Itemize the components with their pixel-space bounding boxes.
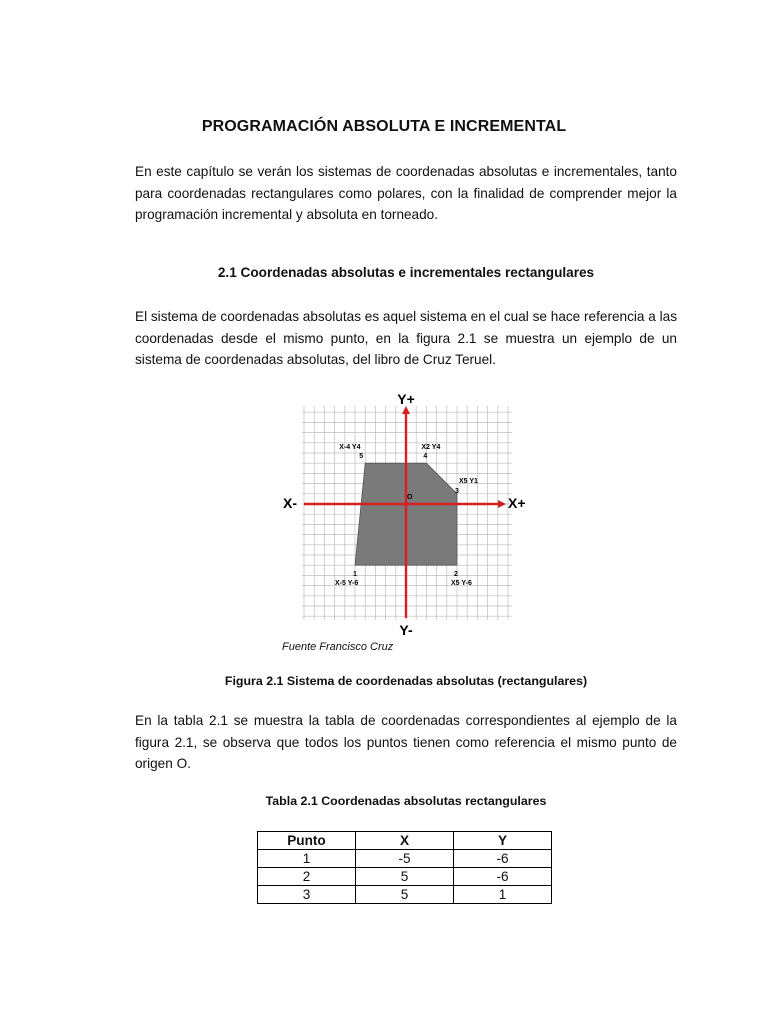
- cell-punto: 2: [258, 868, 356, 886]
- cell-x: 5: [356, 868, 454, 886]
- cell-x: -5: [356, 850, 454, 868]
- table-header-row: [258, 832, 552, 850]
- cell-punto: 1: [258, 850, 356, 868]
- header-x: X: [356, 832, 454, 850]
- point-label: X-5 Y-6: [335, 580, 359, 588]
- cell-punto: 3: [258, 886, 356, 904]
- cell-x: 5: [356, 886, 454, 904]
- x-neg-label: X-: [283, 495, 297, 511]
- section-paragraph: El sistema de coordenadas absolutas es aquel sistema en el cual se hace referencia a las coordenadas desde el mismo punto, en la figura 2.1 se muestra un ejemplo de un sistema de coordenadas absolutas, del libro de Cruz Teruel.: [135, 309, 677, 367]
- point-label: X2 Y4: [421, 444, 441, 452]
- table-paragraph: En la tabla 2.1 se muestra la tabla de coordenadas correspondientes al ejemplo de la figura 2.1, se observa que todos los puntos tienen como referencia el mismo punto de origen O.: [135, 713, 677, 771]
- y-neg-label: Y-: [399, 622, 413, 638]
- coordinate-plot: [278, 386, 534, 640]
- point-number: 4: [423, 453, 428, 461]
- header-y: Y: [454, 832, 552, 850]
- x-axis-arrow: [498, 500, 506, 508]
- intro-paragraph: En este capítulo se verán los sistemas de coordenadas absolutas e incrementales, tanto para coordenadas rectangulares como polares, con la finalidad de comprender mejor la programación incremental y absoluta en torneado.: [135, 164, 677, 222]
- cell-y: -6: [454, 868, 552, 886]
- page-title: PROGRAMACIÓN ABSOLUTA E INCREMENTAL: [201, 118, 567, 135]
- coordinates-table: [257, 831, 552, 904]
- table-caption: Tabla 2.1 Coordenadas absolutas rectangulares: [265, 794, 547, 808]
- header-punto: Punto: [258, 832, 356, 850]
- section-title: 2.1 Coordenadas absolutas e incrementales rectangulares: [217, 265, 595, 280]
- origin-label: O: [407, 494, 413, 501]
- y-axis-arrow: [402, 406, 410, 414]
- point-label: X5 Y-6: [451, 580, 472, 588]
- point-number: 2: [454, 571, 458, 579]
- y-pos-label: Y+: [397, 391, 415, 407]
- point-number: 3: [455, 487, 459, 495]
- cell-y: -6: [454, 850, 552, 868]
- figure-source: Fuente Francisco Cruz: [282, 641, 394, 653]
- point-number: 1: [353, 571, 357, 579]
- x-pos-label: X+: [508, 495, 526, 511]
- coordinate-figure: [278, 386, 534, 640]
- point-label: X5 Y1: [459, 477, 478, 485]
- cell-y: 1: [454, 886, 552, 904]
- table-row: [258, 886, 552, 904]
- table-row: [258, 850, 552, 868]
- point-label: X-4 Y4: [339, 444, 361, 452]
- point-number: 5: [359, 453, 364, 461]
- figure-caption: Figura 2.1 Sistema de coordenadas absolutas (rectangulares): [224, 674, 588, 688]
- table-row: [258, 868, 552, 886]
